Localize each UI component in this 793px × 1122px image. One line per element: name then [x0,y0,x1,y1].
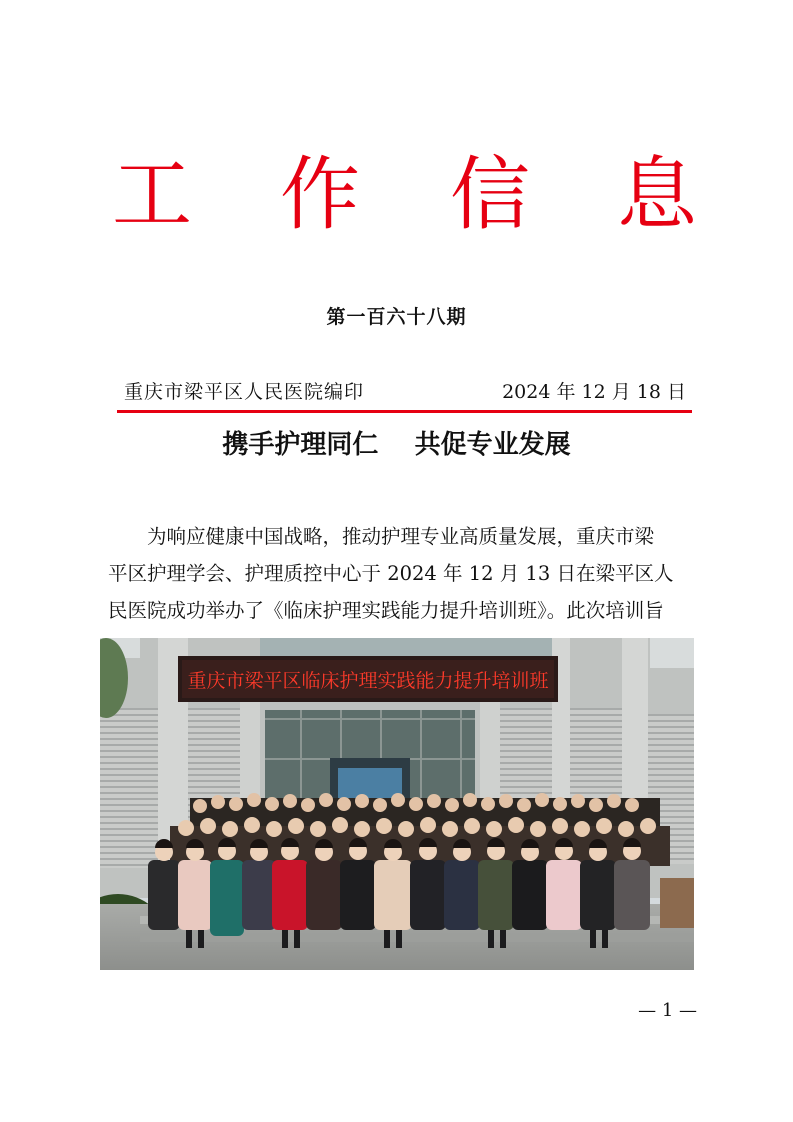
publish-date: 2024 年 12 月 18 日 [502,381,686,403]
group-photo-image [100,638,694,970]
group-photo [100,638,694,970]
article-body [108,518,693,629]
body-line: 为响应健康中国战略，推动护理专业高质量发展，重庆市梁 [147,525,655,548]
masthead-title [0,150,793,240]
masthead-char: 作 [280,148,360,241]
body-line: 平区护理学会、护理质控中心于 2024 年 12 月 13 日在梁平区人 [108,562,674,585]
red-divider [117,410,692,413]
masthead-char: 信 [450,148,530,241]
masthead-char: 工 [112,148,192,241]
masthead-char: 息 [617,148,697,241]
issue-number: 第一百六十八期 [326,306,467,328]
banner-text: 重庆市梁平区临床护理实践能力提升培训班 [187,670,549,692]
page-number: — 1 — [638,1000,697,1021]
article-headline: 携手护理同仁 共促专业发展 [222,430,571,460]
body-line: 民医院成功举办了《临床护理实践能力提升培训班》。此次培训旨 [108,599,664,622]
publisher: 重庆市梁平区人民医院编印 [124,381,365,403]
